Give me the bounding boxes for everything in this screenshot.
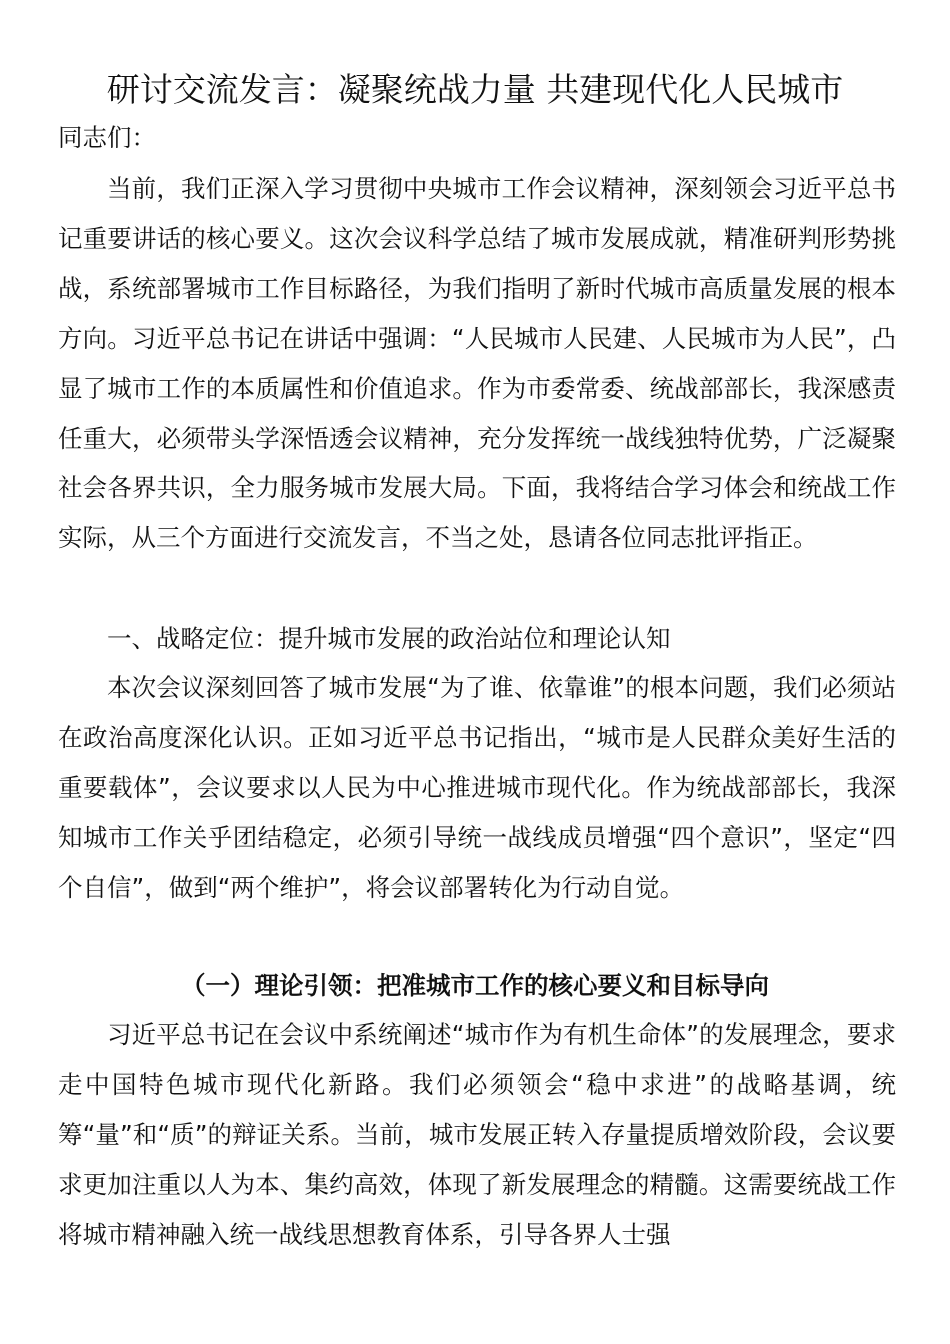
subsection-heading-1: （一）理论引领：把准城市工作的核心要义和目标导向 — [181, 971, 769, 1000]
paragraph-intro: 当前，我们正深入学习贯彻中央城市工作会议精神，深刻领会习近平总书记重要讲话的核心要义。这次会议科学总结了城市发展成就，精准研判形势挑战，系统部署城市工作目标路径，为我们指明了新时代城市高质量发展的根本方向。习近平总书记在讲话中强调：“人民城市人民建、人民城市为人民”，凸显了城市工作的本质属性和价值追求。作为市委常委、统战部部长，我深感责任重大，必须带头学深悟透会议精神，充分发挥统一战线独特优势，广泛凝聚社会各界共识，全力服务城市发展大局。下面，我将结合学习体会和统战工作实际，从三个方面进行交流发言，不当之处，恳请各位同志批评指正。 — [58, 174, 896, 553]
section-heading-1: 一、战略定位：提升城市发展的政治站位和理论认知 — [107, 624, 671, 653]
paragraph-strategy: 本次会议深刻回答了城市发展“为了谁、依靠谁”的根本问题，我们必须站在政治高度深化认识。正如习近平总书记指出，“城市是人民群众美好生活的重要载体”，会议要求以人民为中心推进城市现代化。作为统战部部长，我深知城市工作关乎团结稳定，必须引导统一战线成员增强“四个意识”，坚定“四个自信”，做到“两个维护”，将会议部署转化为行动自觉。 — [58, 673, 896, 902]
document-title: 研讨交流发言：凝聚统战力量 共建现代化人民城市 — [106, 70, 844, 109]
paragraph-theory: 习近平总书记在会议中系统阐述“城市作为有机生命体”的发展理念，要求走中国特色城市现代化新路。我们必须领会“稳中求进”的战略基调，统筹“量”和“质”的辩证关系。当前，城市发展正转入存量提质增效阶段，会议要求更加注重以人为本、集约高效，体现了新发展理念的精髓。这需要统战工作将城市精神融入统一战线思想教育体系，引导各界人士强 — [58, 1020, 896, 1249]
salutation: 同志们： — [58, 123, 156, 152]
